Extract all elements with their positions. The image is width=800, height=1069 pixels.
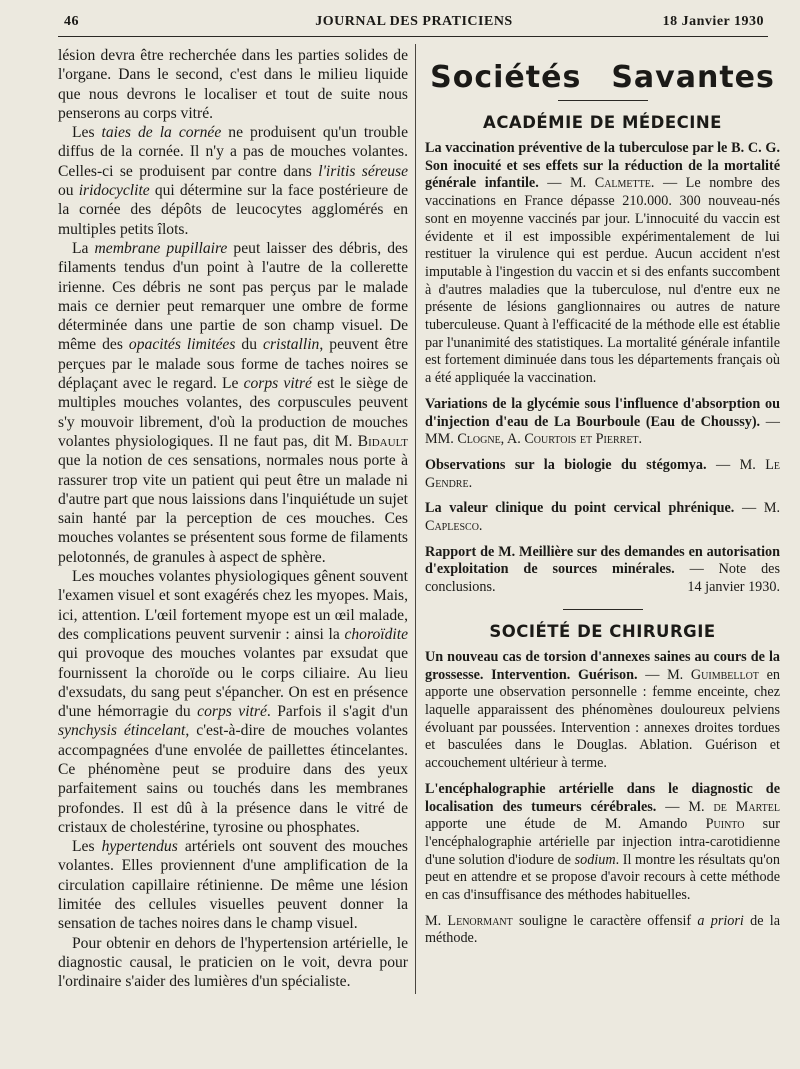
academie-entry: Variations de la glycémie sous l'influence d'absorption ou d'injection d'eau de La Bourboule (Eau de Choussy). — MM. Clogne, A. Courtois et Pierret. [425, 395, 780, 448]
issue-date: 18 Janvier 1930 [662, 14, 764, 29]
paragraph: Pour obtenir en dehors de l'hypertension artérielle, le diagnostic causal, le praticien on le voit, devra pour l'ordinaire s'aider des lumières d'un spécialiste. [58, 934, 408, 991]
chirurgie-entry: Un nouveau cas de torsion d'annexes saines au cours de la grossesse. Intervention. Guérison. — M. Guimbellot en apporte une observation personnelle : femme enceinte, chez laquelle apparaissent des phénomènes douloureux pelviens évoluant par poussées. Intervention : annexes droites tordues et basculées dans le Douglas. Ablation. Guérison et accouchement ultérieur à terme. [425, 648, 780, 772]
page-number: 46 [64, 14, 79, 29]
paragraph: La membrane pupillaire peut laisser des débris, des filaments tendus d'un point à l'autre de la collerette irienne. Ces débris ne sont pas perçus par le malade mais ce dernier peut remarquer une ombre de forme déterminée dans une partie de son champ visuel. De même des opacités limitées du cristallin, peuvent être perçues par le malade sous forme de taches noires se déplaçant avec le regard. Le corps vitré est le siège de multiples mouches volantes, des corpuscules peuvent s'y mouvoir librement, d'où la production de mouches volantes physiologiques. Il ne faut pas, dit M. Bidault que la notion de ces sensations, normales nous porte à rassurer trop vite un patient qui peut être un malade ni d'autre part que nous laissions dans l'inquiétude un sujet sain hanté par la perception de ces mouches. Ces mouches volantes se présentent sous forme de filaments pelotonnés, de granules à aspect de sphère. [58, 239, 409, 566]
left-column [58, 46, 408, 992]
section-rule [563, 609, 643, 610]
academie-heading: ACADÉMIE DE MÉDECINE [483, 113, 722, 132]
journal-title: JOURNAL DES PRATICIENS [315, 14, 513, 29]
title-rule [558, 100, 648, 101]
academie-entry: La valeur clinique du point cervical phrénique. — M. Caplesco. [425, 500, 780, 535]
right-column [425, 52, 780, 956]
running-head [64, 14, 764, 36]
column-divider [415, 44, 416, 994]
chirurgie-heading: SOCIÉTÉ DE CHIRURGIE [489, 621, 716, 641]
academie-entry: Observations sur la biologie du stégomya. — M. Le Gendre. [425, 456, 780, 491]
header-rule [58, 36, 768, 37]
section-title: Sociétés Savantes [430, 60, 775, 95]
paragraph: Les taies de la cornée ne produisent qu'un trouble diffus de la cornée. Il n'y a pas de mouches volantes. Celles-ci se produisent par contre dans l'iritis séreuse ou iridocyclite qui détermine sur la face postérieure de la cornée des dépôts de leucocytes agglomérés en multiples petits îlots. [58, 124, 409, 238]
paragraph: Les hypertendus artériels ont souvent des mouches volantes. Elles proviennent d'une amplification de la circulation capillaire rétinienne. De même une lésion limitée des cellules visuelles peuvent donner la sensation de taches noires dans le champ visuel. [58, 838, 408, 933]
chirurgie-entry: M. Lenormant souligne le caractère offensif a priori de la méthode. [425, 912, 780, 947]
paragraph: Les mouches volantes physiologiques gênent souvent l'examen visuel et sont exagérés chez les myopes. Mais, ici, attention. L'œil fortement myope est un œil malade, des complications peuvent survenir : ainsi la choroïdite qui provoque des mouches volantes par exsudat que fournissent la choroïde ou le corps ciliaire. Au lieu d'exsudats, du sang peut s'épancher. On est en présence d'une hémorragie du corps vitré. Parfois il s'agit d'un synchysis étincelant, c'est-à-dire de mouches volantes accompagnées d'une envolée de paillettes étincelantes. Ce phénomène peut se produire dans des yeux parfaitement sains ou touchés dans les membranes profondes. Il est dû à la présence dans le vitré de cristaux de cholestérine, tyrosine ou phosphates. [58, 568, 409, 836]
chirurgie-entry: L'encéphalographie artérielle dans le diagnostic de localisation des tumeurs cérébrales. — M. de Martel apporte une étude de M. Amando Puinto sur l'encéphalographie artérielle par injection intra-carotidienne d'une solution d'iodure de sodium. Il montre les résultats qu'on peut en attendre et se propose d'avoir recours à cette méthode en cas d'insuffisance des méthodes habituelles. [425, 780, 780, 904]
academie-entry: La vaccination préventive de la tuberculose par le B. C. G. Son inocuité et ses effets sur la réduction de la mortalité générale infantile. — M. Calmette. — Le nombre des vaccinations en France dépasse 210.000. 300 nouveau-nés sont en moyenne vaccinés par jour. L'innocuité du vaccin est évidente et il est impossible expérimentalement de lui restituer la virulence qui est perdue. Aucun accident n'est imputable à l'ingestion du vaccin et si des enfants succombent à d'autres maladies que la tuberculose, nul d'entre eux ne présente de lésions ganglionnaires ou autres de nature tuberculeuse. Quant à l'efficacité de la méthode elle est établie par l'unanimité des statistiques. La mortalité générale infantile est fortement diminuée dans tous les départements français où a été appliquée la vaccination. [425, 140, 780, 387]
academie-entry: Rapport de M. Meillière sur des demandes en autorisation d'exploitation de sources minérales. — Note des conclusions. 14 janvier 1930. [425, 543, 780, 596]
paragraph: lésion devra être recherchée dans les parties solides de l'organe. Dans le second, c'est dans le milieu liquide que nous devrons le localiser et tout de suite nous penserons au corps vitré. [58, 47, 408, 122]
